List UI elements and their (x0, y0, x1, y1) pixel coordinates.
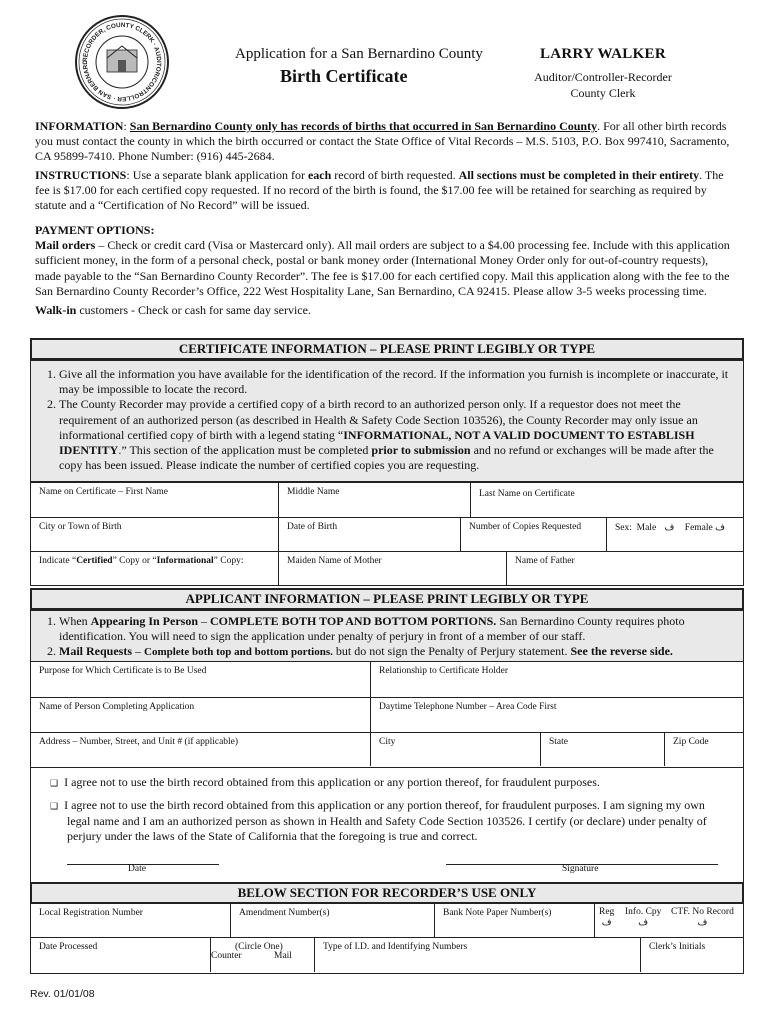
sex-label: Sex: (615, 523, 632, 533)
copy-type-post: ” Copy: (213, 556, 244, 566)
relationship-field[interactable] (371, 662, 743, 698)
copy-type-mid: ” Copy or “ (112, 556, 157, 566)
copy-type-certified: Certified (76, 556, 113, 566)
applicant-instructions (30, 610, 744, 662)
local-registration-label: Local Registration Number (39, 908, 143, 918)
information-label: INFORMATION (35, 119, 124, 133)
first-name-label: Name on Certificate – First Name (39, 487, 169, 497)
address-label: Address – Number, Street, and Unit # (if applicable) (39, 737, 239, 747)
agreement-2-checkbox[interactable]: ❑ (50, 801, 59, 811)
recorder-fields (30, 904, 744, 974)
city-of-birth-field[interactable] (31, 518, 279, 552)
sex-options (607, 518, 725, 533)
father-name-label: Name of Father (515, 556, 575, 566)
zip-field[interactable] (665, 733, 743, 766)
date-label: Date (128, 864, 146, 874)
copies-field[interactable] (461, 518, 607, 552)
seal-ring-text: RECORDER, COUNTY CLERK · AUDITOR/CONTROLLER · SAN BERNARD (81, 21, 163, 103)
first-name-field[interactable] (31, 483, 279, 518)
father-name-field[interactable] (507, 552, 743, 585)
record-type-field (595, 904, 743, 938)
application-title: Application for a San Bernardino County (235, 46, 483, 62)
clerk-initials-label: Clerk’s Initials (649, 942, 706, 952)
purpose-label: Purpose for Which Certificate is to Be Used (39, 666, 207, 676)
instructions-text-2: record of birth requested. (331, 168, 459, 182)
revision-label: Rev. 01/01/08 (30, 988, 95, 1000)
sex-female-label: Female (684, 523, 713, 533)
instructions-text-3: . The fee is $17.00 for each certified copy requested. If no record of the birth is found, the $17.00 fee will be retained for searching as required by statute and a “Certification of No Record” will be issued. (35, 168, 724, 213)
phone-label: Daytime Telephone Number – Area Code First (379, 702, 557, 712)
reg-checkbox: ف (601, 918, 612, 928)
purpose-field[interactable] (31, 662, 371, 698)
instructions-paragraph (35, 168, 735, 214)
applicant-fields (30, 662, 744, 768)
form-name: Birth Certificate (280, 66, 408, 86)
agreement-1-text: I agree not to use the birth record obtained from this application or any portion thereof, for fraudulent purposes. (64, 775, 600, 789)
app-item2-d: but do not sign the Penalty of Perjury statement. (332, 644, 571, 659)
information-paragraph: INFORMATION: San Bernardino County only has records of births that occurred in San Bernardino County. For all other birth records you must contact the county in which the birth occurred or contact the State Office of Vital Records – M.S. 5103, P.O. Box 997410, Sacramento, CA 95899-7410. Phone Number: (916) 445-2684. (35, 119, 730, 164)
bank-note-label: Bank Note Paper Number(s) (443, 908, 552, 918)
information-underlined: San Bernardino County only has records of births that occurred in San Bernardino County (129, 119, 598, 133)
app-item2-e: See the reverse side. (570, 644, 673, 659)
agreement-2-text: I agree not to use the birth record obtained from this application or any portion thereof, for fraudulent purposes. I am signing my own legal name and I am an authorized person as shown in Health and Safety Code Section 103526. I certify (or declare) under penalty of perjury under the laws of the State of California that the foregoing is true and correct. (64, 798, 707, 844)
app-item1-d: COMPLETE BOTH TOP AND BOTTOM PORTIONS. (210, 614, 497, 628)
address-field[interactable] (31, 733, 371, 766)
mail-orders-body: – Check or credit card (Visa or Mastercard only). All mail orders are subject to a $4.00 processing fee. Include with this application sufficient money, in the form of a personal check, postal or bank money order (International Money Order only for out-of-country requests), made payable to the “San Bernardino County Recorder”. The fee is $17.00 for each certified copy. Mail this application along with the fee to the San Bernardino County Recorder’s Office, 222 West Hospitality Lane, San Bernardino, CA 92415. Please allow 3-5 weeks processing time. (35, 238, 730, 298)
walkin-label: Walk-in (35, 303, 77, 318)
local-registration-field[interactable] (31, 904, 231, 938)
mail-orders-text (35, 238, 735, 299)
copy-type-informational: Informational (156, 556, 214, 566)
certificate-item-2 (59, 397, 735, 473)
copy-type-label (31, 552, 243, 566)
bank-note-field[interactable] (435, 904, 595, 938)
female-checkbox[interactable]: ف (715, 523, 725, 533)
walkin-text (35, 303, 735, 318)
mail-option[interactable]: Mail (274, 951, 292, 961)
walkin-body: customers - Check or cash for same day service. (76, 303, 311, 318)
agreement-2 (50, 798, 730, 845)
maiden-name-label: Maiden Name of Mother (287, 556, 382, 566)
certificate-instructions (30, 360, 744, 482)
info-copy-checkbox: ف (638, 918, 649, 928)
official-title (515, 69, 691, 101)
information-text: . For all other birth records you must contact the county in which the birth occurred or contact the State Office of Vital Records – M.S. 5103, P.O. Box 997410, Sacramento, CA 95899-7410. Phone Number: (916) 445-2684. (35, 119, 730, 164)
clerk-initials-field[interactable] (641, 938, 743, 972)
cert-item2-c: .” This section of the application must be completed (118, 443, 372, 458)
official-title-line2: County Clerk (570, 86, 636, 100)
state-label: State (549, 737, 568, 747)
cert-item2-a: The County Recorder may provide a certified copy of a birth record to an authorized person only. If a requestor does not meet the requirement of an authorized person (as described in Health & Safety Code Section 103526), the County Recorder may only issue an informational certified copy of birth with a legend stating “ (59, 397, 698, 442)
agreement-1 (50, 775, 730, 791)
last-name-label: Last Name on Certificate (479, 489, 575, 499)
copy-type-pre: Indicate “ (39, 556, 77, 566)
instructions-bold: All sections must be completed in their entirety (458, 168, 700, 182)
app-item2-a: Mail Requests (59, 644, 132, 659)
date-processed-field[interactable] (31, 938, 211, 972)
applicant-item-1 (59, 614, 735, 644)
sex-male-label: Male (636, 523, 657, 533)
no-record-checkbox: ف (697, 918, 708, 928)
official-name: LARRY WALKER (539, 46, 666, 62)
id-type-label: Type of I.D. and Identifying Numbers (323, 942, 468, 952)
app-item1-c: – (198, 614, 210, 628)
date-of-birth-field[interactable] (279, 518, 461, 552)
app-item2-c: Complete both top and bottom portions. (144, 646, 333, 659)
cert-item2-b: INFORMATIONAL, NOT A VALID DOCUMENT TO ESTABLISH IDENTITY (59, 427, 695, 458)
certificate-item-1: 1. Give all the information you have available for the identification of the record. If the information you furnish is incomplete or inaccurate, it may be impossible to locate the record. (59, 367, 735, 397)
official-title-line1: Auditor/Controller-Recorder (534, 70, 672, 84)
signature-label: Signature (562, 864, 599, 874)
male-checkbox[interactable]: ف (664, 523, 675, 533)
info-copy-option[interactable] (625, 907, 661, 928)
app-item2-b: – (132, 644, 144, 659)
app-item1-b: Appearing In Person (90, 614, 198, 628)
amendment-field[interactable] (231, 904, 435, 938)
counter-mail-field[interactable] (211, 938, 315, 972)
phone-field[interactable] (371, 698, 743, 733)
no-record-option[interactable] (671, 907, 734, 928)
middle-name-label: Middle Name (287, 487, 340, 497)
applicant-section-title: APPLICANT INFORMATION – PLEASE PRINT LEGIBLY OR TYPE (30, 588, 744, 610)
cert-item2-d: prior to submission (371, 443, 471, 458)
agreement-1-checkbox[interactable]: ❑ (50, 778, 59, 788)
maiden-name-field[interactable] (279, 552, 507, 585)
middle-name-field[interactable] (279, 483, 471, 518)
date-processed-label: Date Processed (39, 942, 98, 952)
copies-label: Number of Copies Requested (469, 522, 582, 532)
zip-label: Zip Code (673, 737, 709, 747)
circle-one-label: (Circle One) (235, 942, 283, 952)
mail-orders-label: Mail orders (35, 238, 96, 253)
app-item1-e: San Bernardino County requires photo identification. You will need to sign the application under penalty of perjury in front of a member of our staff. (59, 614, 685, 644)
instructions-text-1: : Use a separate blank application for (126, 168, 308, 182)
no-record-label: CTF. No Record (671, 907, 734, 917)
state-field[interactable] (541, 733, 665, 766)
person-name-label: Name of Person Completing Application (39, 702, 195, 712)
instructions-label: INSTRUCTIONS (35, 168, 127, 182)
date-of-birth-label: Date of Birth (287, 522, 338, 532)
instructions-each: each (307, 168, 332, 182)
amendment-label: Amendment Number(s) (239, 908, 330, 918)
city-label: City (379, 737, 396, 747)
sex-field (607, 518, 743, 552)
reg-option[interactable] (599, 907, 614, 928)
cert-item2-e: and no refund or exchanges will be made after the copy has been issued. Please indicate the number of certified copies you are requesting. (59, 443, 714, 473)
payment-paragraph (35, 223, 735, 318)
payment-label: PAYMENT OPTIONS: (35, 223, 155, 237)
last-name-field[interactable] (471, 483, 743, 518)
person-name-field[interactable] (31, 698, 371, 733)
app-item1-a: When (59, 614, 91, 628)
city-field[interactable] (371, 733, 541, 766)
certificate-fields (30, 482, 744, 586)
county-seal (74, 14, 170, 110)
id-type-field[interactable] (315, 938, 641, 972)
counter-option[interactable]: Counter (211, 951, 242, 961)
info-copy-label: Info. Cpy (625, 907, 662, 917)
applicant-item-2 (59, 644, 735, 660)
relationship-label: Relationship to Certificate Holder (379, 666, 509, 676)
copy-type-field[interactable] (31, 552, 279, 585)
reg-label: Reg (599, 907, 615, 917)
recorder-section-title: BELOW SECTION FOR RECORDER’S USE ONLY (30, 882, 744, 904)
certificate-section-title: CERTIFICATE INFORMATION – PLEASE PRINT LEGIBLY OR TYPE (30, 338, 744, 360)
city-of-birth-label: City or Town of Birth (39, 522, 122, 532)
